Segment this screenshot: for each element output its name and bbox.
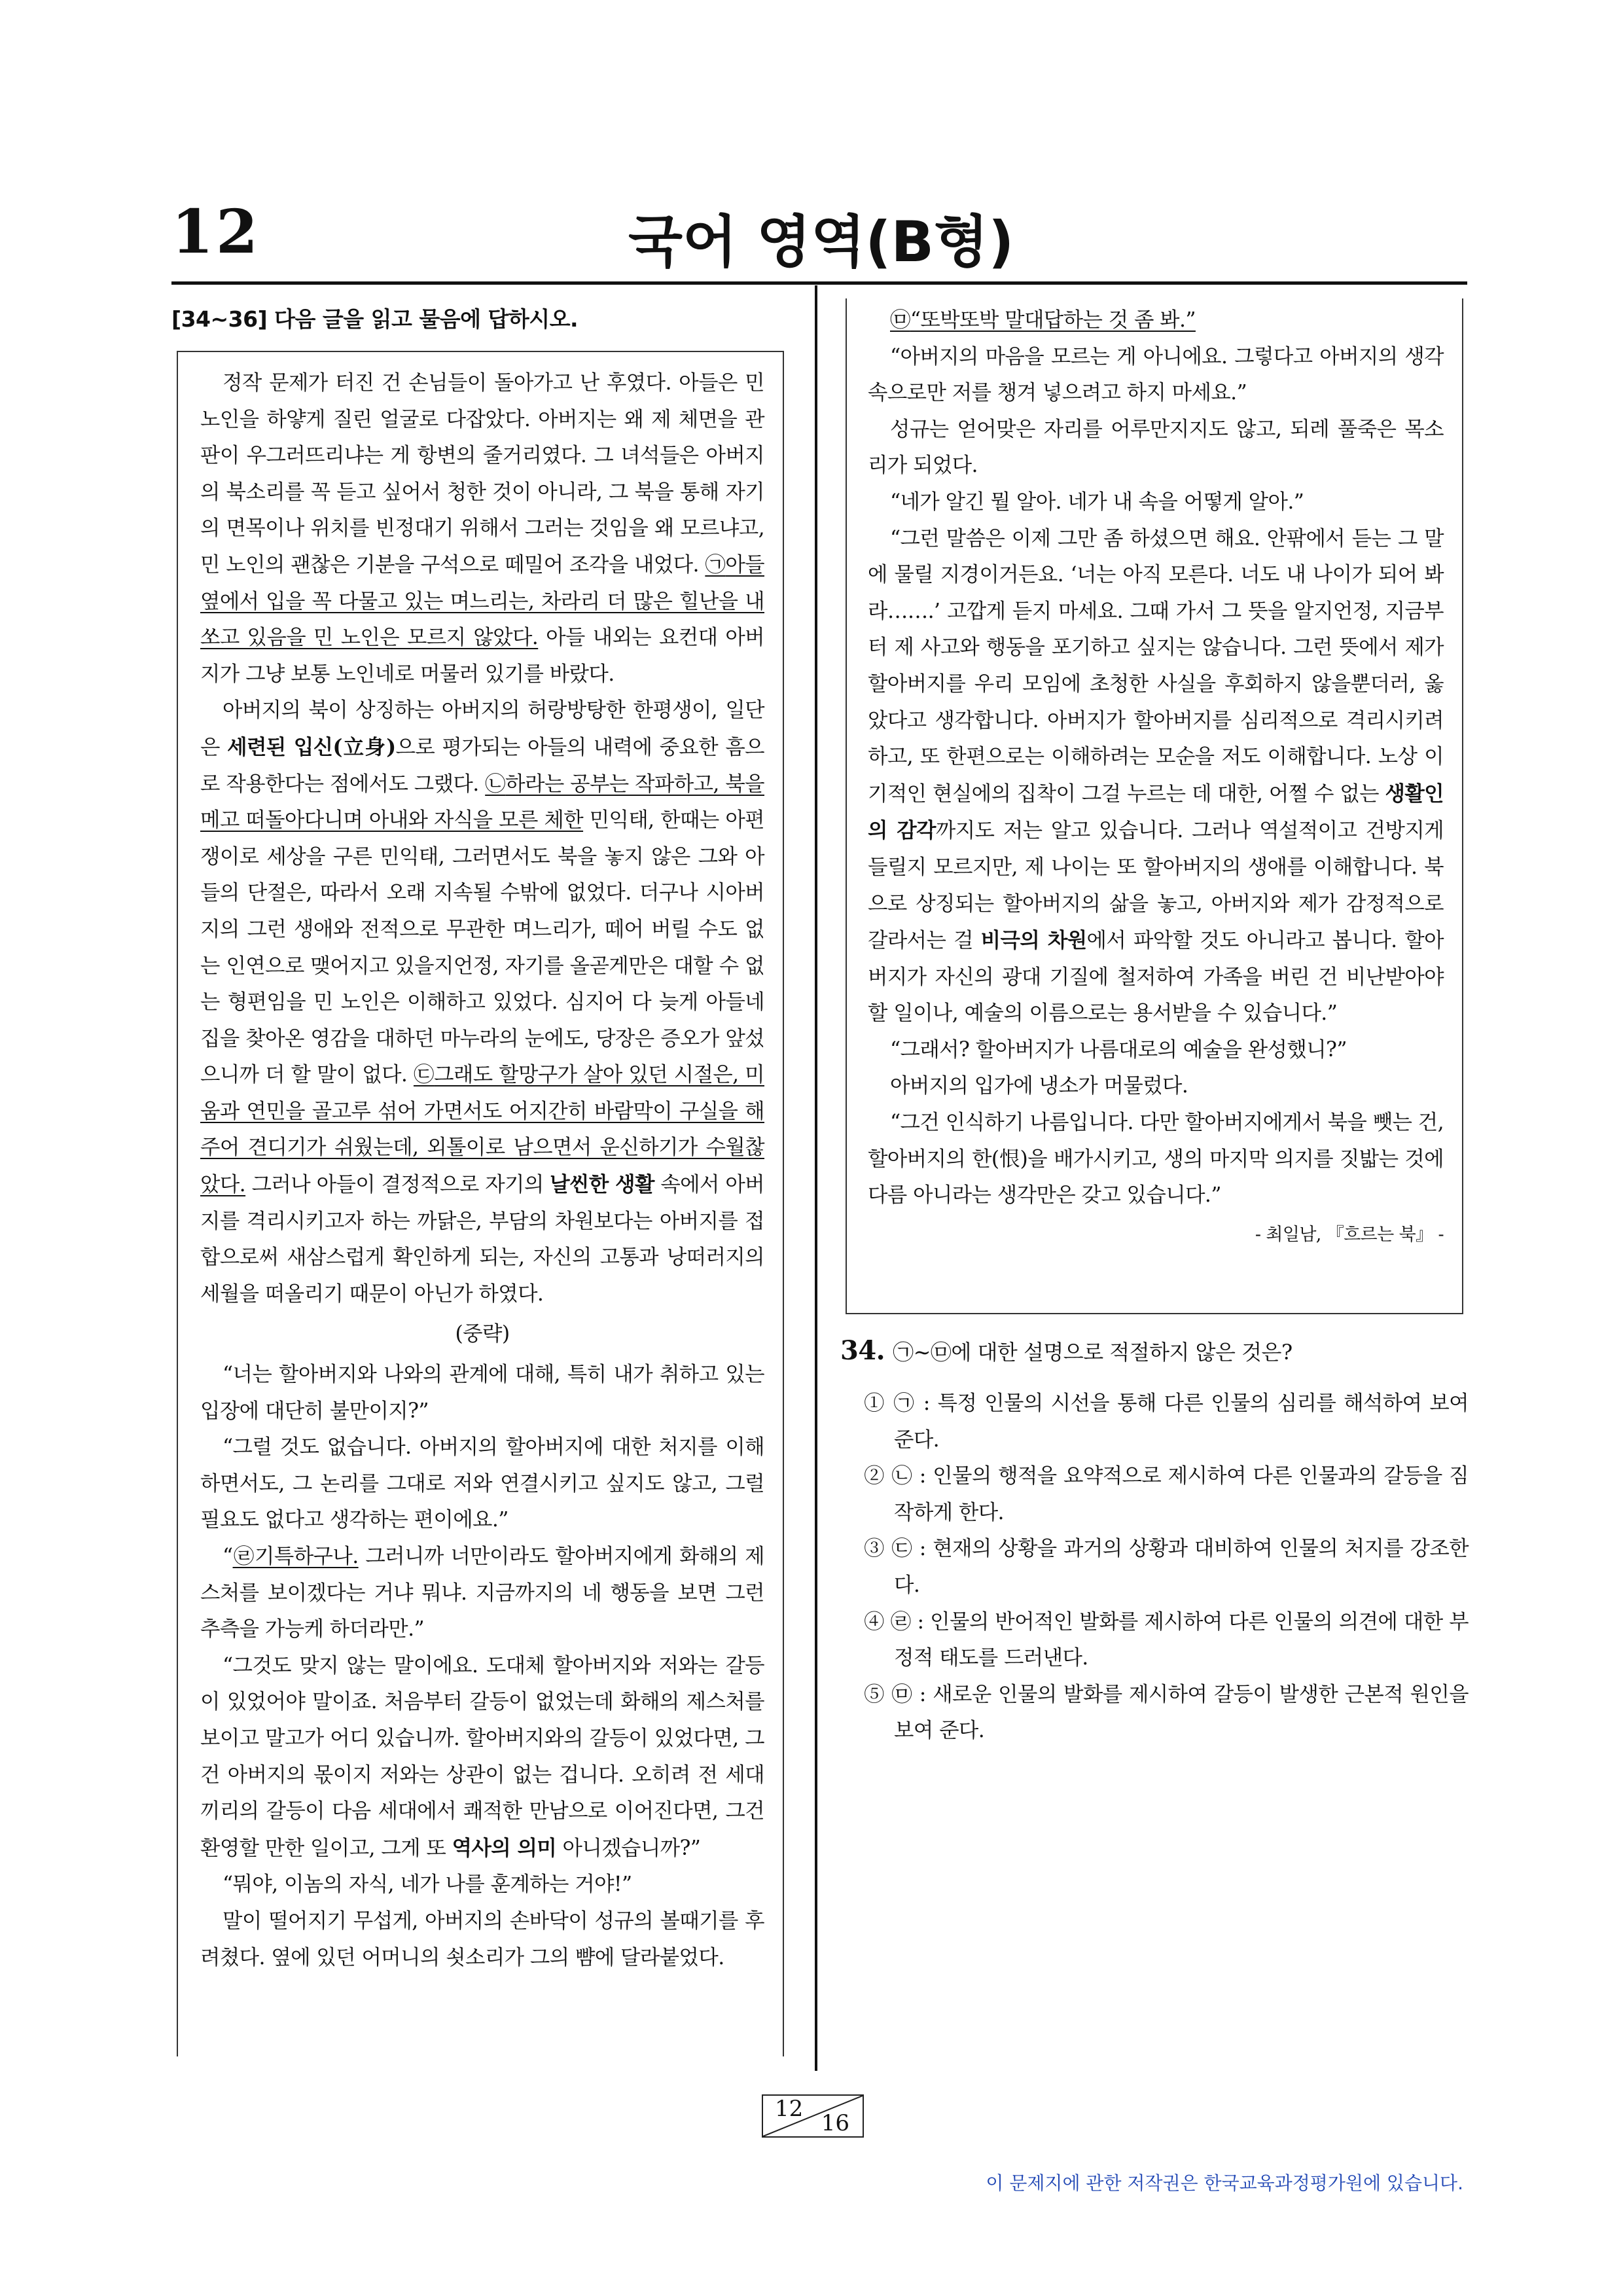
question-stem: 34. ㉠∼㉤에 대한 설명으로 적절하지 않은 것은? bbox=[840, 1335, 1293, 1366]
passage-paragraph: 성규는 얻어맞은 자리를 어루만지지도 않고, 되레 풀죽은 목소리가 되었다. bbox=[868, 417, 1444, 478]
dialogue-line: “너는 할아버지와 나와의 관계에 대해, 특히 내가 취하고 있는 입장에 대단히 불만이지?” bbox=[200, 1363, 764, 1423]
dialogue-line: “뭐야, 이놈의 자식, 네가 나를 훈계하는 거야!” bbox=[223, 1873, 632, 1897]
passage-paragraph: 아버지의 북이 상징하는 아버지의 허랑방탕한 한평생이, 일단은 세련된 입신(立身)으로 평가되는 아들의 내력에 중요한 흠으로 작용한다는 점에서도 그랬다. ㉡하라는 공부는 작파하고, 북을 메고 떠돌아다니며 아내와 자식을 모른 체한 민익태, 한때는 아편쟁이로 세상을 구른 민익태, 그러면서도 북을 놓지 않은 그와 아들의 단절은, 따라서 오래 지속될 수밖에 없었다. 더구나 시아버지의 그런 생애와 전적으로 무관한 며느리가, 떼어 버릴 수도 없는 인연으로 맺어지고 있을지언정, 자기를 올곧게만은 대할 수 없는 형편임을 민 노인은 이해하고 있었다. 심지어 다 늦게 아들네 집을 찾아온 영감을 대하던 마누라의 눈에도, 당장은 증오가 앞섰으니까 더 할 말이 없다. ㉢그래도 할망구가 살아 있던 시절은, 미움과 연민을 골고루 섞어 가면서도 어지간히 바람막이 구실을 해 주어 견디기가 쉬웠는데, 외톨이로 남으면서 운신하기가 수월찮았다. 그러나 아들이 결정적으로 자기의 날씬한 생활 속에서 아버지를 격리시키고자 하는 까닭은, 부담의 차원보다는 아버지를 접합으로써 새삼스럽게 확인하게 되는, 자신의 고통과 낭떠러지의 세월을 떠올리기 때문이 아닌가 하였다. bbox=[200, 698, 764, 1306]
current-page: 12 bbox=[775, 2096, 804, 2122]
dialogue-line: “네가 알긴 뭘 알아. 네가 내 속을 어떻게 알아.” bbox=[890, 490, 1304, 514]
column-divider bbox=[815, 285, 817, 2071]
answer-option-5[interactable]: ⑤ ㉤ : 새로운 인물의 발화를 제시하여 갈등이 발생한 근본적 원인을 보여 준다. bbox=[864, 1682, 1469, 1743]
passage-paragraph: 아버지의 입가에 냉소가 머물렀다. bbox=[890, 1074, 1188, 1098]
answer-option-3[interactable]: ③ ㉢ : 현재의 상황을 과거의 상황과 대비하여 인물의 처지를 강조한다. bbox=[864, 1537, 1469, 1597]
omission-mark: (중략) bbox=[455, 1322, 510, 1346]
answer-option-4[interactable]: ④ ㉣ : 인물의 반어적인 발화를 제시하여 다른 인물의 의견에 대한 부정적 태도를 드러낸다. bbox=[864, 1609, 1469, 1670]
marker-1: ㉠ bbox=[705, 552, 726, 577]
question-number: 34. bbox=[840, 1335, 885, 1366]
page-indicator bbox=[762, 2094, 864, 2138]
answer-option-2[interactable]: ② ㉡ : 인물의 행적을 요약적으로 제시하여 다른 인물과의 갈등을 짐작하게 한다. bbox=[864, 1464, 1469, 1524]
dialogue-line: “그럴 것도 없습니다. 아버지의 할아버지에 대한 처지를 이해하면서도, 그 논리를 그대로 저와 연결시키고 싶지도 않고, 그럴 필요도 없다고 생각하는 편이에요.” bbox=[200, 1435, 764, 1532]
subject-title: 국어 영역(B형) bbox=[628, 209, 1014, 275]
passage-paragraph: 말이 떨어지기 무섭게, 아버지의 손바닥이 성규의 볼때기를 후려쳤다. 옆에 있던 어머니의 쇳소리가 그의 뺨에 달라붙었다. bbox=[200, 1909, 764, 1969]
dialogue-line: “그런 말씀은 이제 그만 좀 하셨으면 해요. 안팎에서 듣는 그 말에 물릴 지경이거든요. ‘너는 아직 모른다. 너도 내 나이가 되어 봐라…….’ 고깝게 듣지 마세요. 그때 가서 그 뜻을 알지언정, 지금부터 제 사고와 행동을 포기하고 싶지는 않습니다. 그런 뜻에서 제가 할아버지를 우리 모임에 초청한 사실을 후회하지 않을뿐더러, 옳았다고 생각합니다. 아버지가 할아버지를 심리적으로 격리시키려 하고, 또 한편으로는 이해하려는 모순을 저도 이해합니다. 노상 이기적인 현실에의 집착이 그걸 누르는 데 대한, 어쩔 수 없는 생활인의 감각까지도 저는 알고 있습니다. 그러나 역설적이고 건방지게 들릴지 모르지만, 제 나이는 또 할아버지의 생애를 이해합니다. 북으로 상징되는 할아버지의 삶을 놓고, 아버지와 제가 감정적으로 갈라서는 걸 비극의 차원에서 파악할 것도 아니라고 봅니다. 할아버지가 자신의 광대 기질에 철저하여 가족을 버린 건 비난받아야 할 일이나, 예술의 이름으로는 용서받을 수 있습니다.” bbox=[868, 526, 1444, 1026]
total-pages: 16 bbox=[821, 2110, 849, 2136]
dialogue-line: “그건 인식하기 나름입니다. 다만 할아버지에게서 북을 뺏는 건, 할아버지의 한(恨)을 배가시키고, 생의 마지막 의지를 짓밟는 것에 다름 아니라는 생각만은 갖고 있습니다.” bbox=[868, 1111, 1444, 1208]
dialogue-line: ㉤“또박또박 말대답하는 것 좀 봐.” bbox=[890, 308, 1196, 332]
header-rule bbox=[171, 281, 1467, 285]
dialogue-line: “그것도 맞지 않는 말이에요. 도대체 할아버지와 저와는 갈등이 있었어야 말이죠. 처음부터 갈등이 없었는데 화해의 제스처를 보이고 말고가 어디 있습니까. 할아버지와의 갈등이 있었다면, 그건 아버지의 몫이지 저와는 상관이 없는 겁니다. 오히려 전 세대끼리의 갈등이 다음 세대에서 쾌적한 만남으로 이어진다면, 그건 환영할 만한 일이고, 그게 또 역사의 의미 아니겠습니까?” bbox=[200, 1653, 764, 1860]
dialogue-line: “㉣기특하구나. 그러니까 너만이라도 할아버지에게 화해의 제스처를 보이겠다는 거냐 뭐냐. 지금까지의 네 행동을 보면 그런 추측을 가능케 하더라만.” bbox=[200, 1545, 764, 1641]
marker-3: ㉢ bbox=[413, 1063, 435, 1087]
answer-option-1[interactable]: ① ㉠ : 특정 인물의 시선을 통해 다른 인물의 심리를 해석하여 보여 준다. bbox=[864, 1391, 1469, 1452]
passage-right-box bbox=[846, 298, 1463, 1314]
passage-paragraph: 정작 문제가 터진 건 손님들이 돌아가고 난 후였다. 아들은 민 노인을 하얗게 질린 얼굴로 다잡았다. 아버지는 왜 제 체면을 관판이 우그러뜨리냐는 게 항변의 줄거리였다. 그 녀석들은 아버지의 북소리를 꼭 듣고 싶어서 청한 것이 아니라, 그 북을 통해 자기의 면목이나 위치를 빈정대기 위해서 그러는 것임을 왜 모르냐고, 민 노인의 괜찮은 기분을 구석으로 떼밀어 조각을 내었다. ㉠아들 옆에서 입을 꼭 다물고 있는 며느리는, 차라리 더 많은 힐난을 내쏘고 있음을 민 노인은 모르지 않았다. 아들 내외는 요컨대 아버지가 그냥 보통 노인네로 머물러 있기를 바랐다. bbox=[200, 371, 764, 686]
marker-4: ㉣ bbox=[232, 1545, 255, 1568]
copyright-notice: 이 문제지에 관한 저작권은 한국교육과정평가원에 있습니다. bbox=[986, 2172, 1463, 2194]
passage-source: - 최일남, 『흐르는 북』 - bbox=[1255, 1224, 1444, 1245]
dialogue-line: “그래서? 할아버지가 나름대로의 예술을 완성했니?” bbox=[890, 1037, 1347, 1062]
instruction: [34∼36] 다음 글을 읽고 물음에 답하시오. bbox=[171, 306, 579, 332]
marker-2: ㉡ bbox=[485, 772, 506, 796]
dialogue-line: “아버지의 마음을 모르는 게 아니에요. 그렇다고 아버지의 생각 속으로만 저를 챙겨 넣으려고 하지 마세요.” bbox=[868, 344, 1444, 405]
question-34 bbox=[840, 1335, 1469, 1749]
passage-left-box bbox=[177, 351, 784, 2056]
page-number: 12 bbox=[171, 196, 261, 267]
marker-5: ㉤ bbox=[890, 308, 910, 332]
